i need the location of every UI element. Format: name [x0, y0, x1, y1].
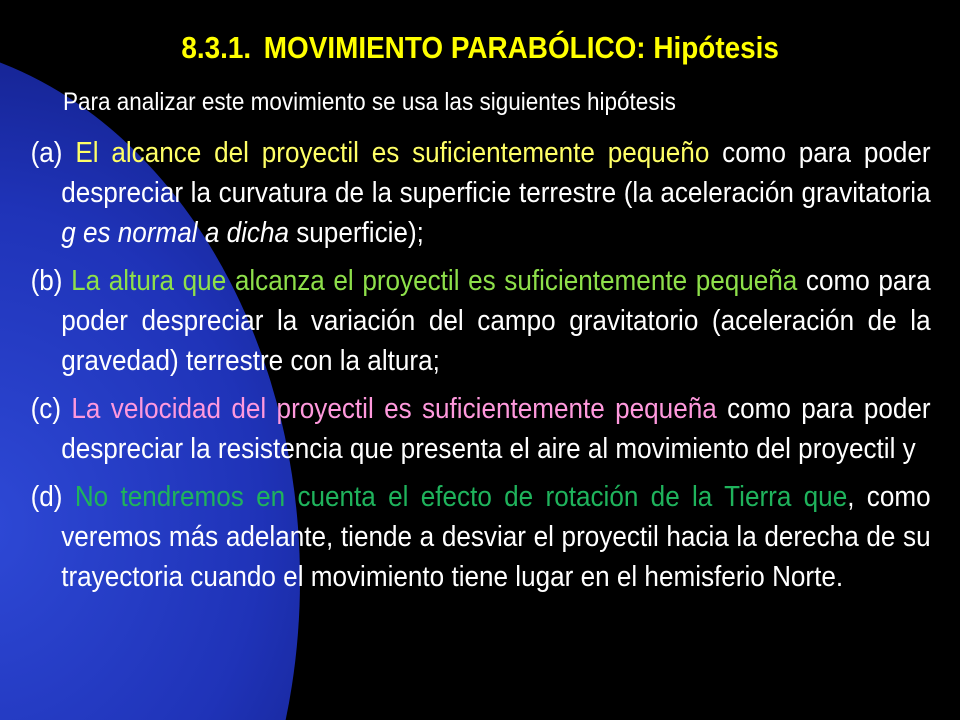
item-highlight: No tendremos en cuenta el efecto de rotación de la Tierra que: [74, 481, 848, 513]
item-highlight: La velocidad del proyectil es suficientemente pequeña: [71, 393, 717, 425]
hypothesis-item-d: [31, 477, 931, 597]
hypothesis-item-a: [31, 133, 931, 253]
item-text: como para poder despreciar la variación del campo gravitatorio (aceleración de la gravedad) terrestre con la altura;: [61, 265, 931, 377]
title-text: MOVIMIENTO PARABÓLICO: Hipótesis: [263, 30, 779, 65]
item-highlight: La altura que alcanza el proyectil es suficientemente pequeña: [71, 265, 798, 297]
hypothesis-item-b: [31, 261, 931, 381]
item-text: como para poder despreciar la curvatura de la superficie terrestre (la aceleración gravitatoria: [61, 137, 931, 209]
item-text-end: superficie);: [288, 217, 424, 249]
item-italic-text: g es normal a dicha: [61, 217, 289, 249]
hypothesis-list: [31, 133, 931, 605]
hypothesis-item-c: [31, 389, 931, 469]
item-label: (a): [30, 137, 63, 169]
item-label: (b): [30, 265, 63, 297]
item-label: (d): [30, 481, 63, 513]
item-label: (c): [30, 393, 62, 425]
item-text: , como veremos más adelante, tiende a desviar el proyectil hacia la derecha de su trayectoria cuando el movimiento tiene lugar en el hemisferio Norte.: [61, 481, 931, 593]
item-text: como para poder despreciar la resistencia que presenta el aire al movimiento del proyectil y: [61, 393, 931, 465]
item-highlight: El alcance del proyectil es suficientemente pequeño: [75, 137, 710, 169]
slide-title: [0, 30, 960, 66]
intro-text: Para analizar este movimiento se usa las siguientes hipótesis: [63, 88, 676, 116]
title-number: 8.3.1.: [181, 30, 252, 65]
